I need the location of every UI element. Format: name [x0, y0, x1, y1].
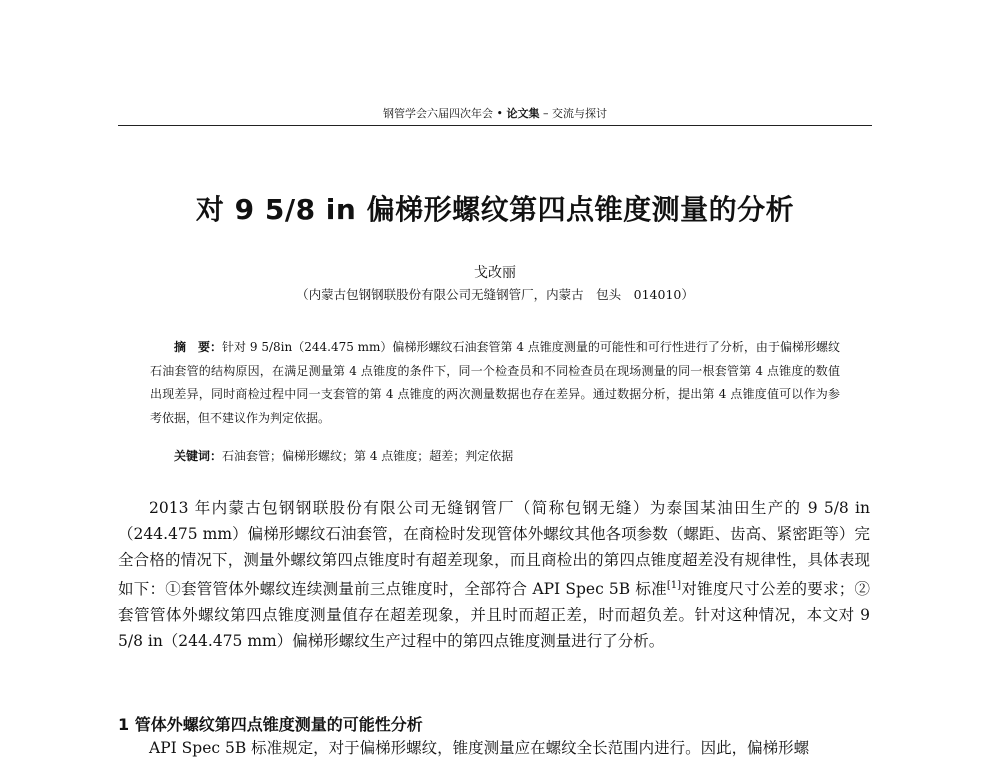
intro-paragraph: [118, 496, 870, 655]
intro-text-a: 2013 年内蒙古包钢钢联股份有限公司无缝钢管厂（简称包钢无缝）为泰国某油田生产的 9 5/8 in（244.475 mm）偏梯形螺纹石油套管，在商检时发现管体外螺纹其他各项参数（螺距、齿高、紧密距等）完全合格的情况下，测量外螺纹第四点锥度时有超差现象，而且商检出的第四点锥度超差没有规律性，具体表现如下：①套管管体外螺纹连续测量前三点锥度时，全部符合 API Spec 5B 标准: [118, 499, 870, 599]
paper-title: 对 9 5/8 in 偏梯形螺纹第四点锥度测量的分析: [195, 193, 795, 226]
header-rule: [118, 125, 872, 126]
abstract: [150, 336, 840, 430]
abstract-label: 摘 要：: [174, 340, 223, 354]
citation-ref: [1]: [666, 580, 682, 592]
section-1-text: API Spec 5B 标准规定，对于偏梯形螺纹，锥度测量应在螺纹全长范围内进行。因此，偏梯形螺: [149, 739, 810, 757]
abstract-text: 针对 9 5/8in（244.475 mm）偏梯形螺纹石油套管第 4 点锥度测量的可能性和可行性进行了分析，由于偏梯形螺纹石油套管的结构原因，在满足测量第 4 点锥度的条件下，同一个检查员和不同检查员在现场测量的同一根套管第 4 点锥度的数值出现差异，同时商检过程中同一支套管的第 4 点锥度的两次测量数据也存在差异。通过数据分析，提出第 4 点锥度值可以作为参考依据，但不建议作为判定依据。: [150, 340, 840, 425]
author: 戈改丽: [474, 265, 516, 281]
intro-text-b: 对锥度尺寸公差的要求；②套管管体外螺纹第四点锥度测量值存在超差现象，并且时而超正差，时而超负差。针对这种情况，本文对 9 5/8 in（244.475 mm）偏梯形螺纹生产过程中的第四点锥度测量进行了分析。: [118, 580, 870, 651]
affiliation: （内蒙古包钢钢联股份有限公司无缝钢管厂，内蒙古 包头 014010）: [296, 287, 694, 302]
header-prefix: 钢管学会六届四次年会 •: [383, 107, 507, 120]
keywords-text: 石油套管；偏梯形螺纹；第 4 点锥度；超差；判定依据: [222, 449, 514, 463]
running-header: [120, 106, 870, 122]
header-bold: 论文集: [506, 107, 540, 120]
keywords-label: 关键词：: [174, 449, 223, 463]
keywords: [150, 447, 840, 465]
header-suffix: – 交流与探讨: [539, 107, 607, 120]
section-1-heading: 1 管体外螺纹第四点锥度测量的可能性分析: [118, 715, 423, 734]
